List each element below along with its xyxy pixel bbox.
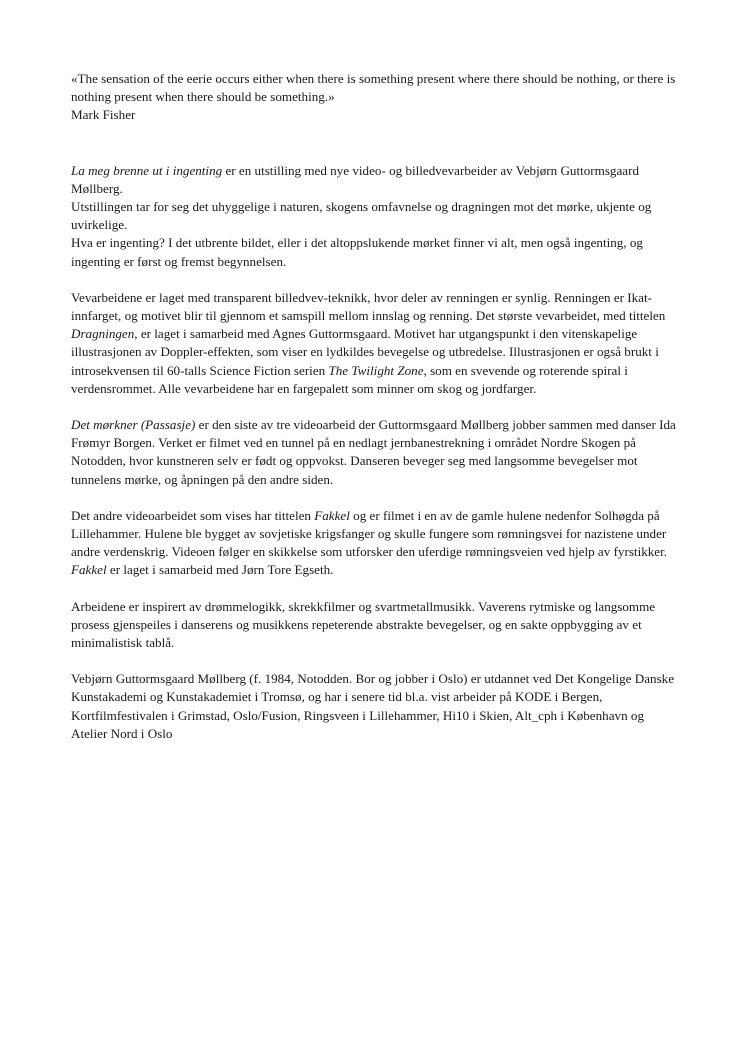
weaving-text-2: , er laget i samarbeid med Agnes Guttormsgaard. Motivet har utgangspunkt i den vitenskapelige illustrasjonen av Doppler-effekten, som viser en lydkildes bevegelse og utbredelse. Illustrasjonen er også brukt i introsekvensen til 60-talls Science Fiction serien	[71, 326, 659, 378]
inspiration-paragraph: Arbeidene er inspirert av drømmelogikk, skrekkfilmer og svartmetallmusikk. Vaverens rytmiske og langsomme prosess gjenspeiles i danserens og musikkens repeterende abstrakte bevegelser, og en sakte oppbygging av et minimalistisk tablå.	[71, 598, 656, 651]
weaving-text-3: , som en svevende og roterende spiral i verdensrommet. Alle vevarbeidene har en fargepalett som minner om skog og jordfarger.	[71, 362, 628, 396]
weaving-text-1: Vevarbeidene er laget med transparent billedvev-teknikk, hvor deler av renningen er synlig. Renningen er Ikat-innfarget, og motivet blir til gjennom et samspill mellom innslag og renning. Det største vevarbeidet, med tittelen	[71, 289, 666, 324]
series-title: The Twilight Zone	[328, 362, 424, 378]
video2-title-repeat: Fakkel	[71, 562, 107, 578]
intro-line-1-rest: er en utstilling med nye video- og billedvevarbeider av Vebjørn Guttormsgaard Møllberg.	[71, 162, 639, 196]
quote-author: Mark Fisher	[71, 107, 136, 123]
bio-paragraph: Vebjørn Guttormsgaard Møllberg (f. 1984, Notodden. Bor og jobber i Oslo) er utdannet ved Det Kongelige Danske Kunstakademi og Kunstakademiet i Tromsø, og har i senere tid bl.a. vist arbeider på KODE i Bergen, Kortfilmfestivalen i Grimstad, Oslo/Fusion, Ringsveen i Lillehammer, Hi10 i Skien, Alt_cph i København og Atelier Nord i Oslo	[71, 671, 675, 741]
weaving-paragraph	[71, 289, 681, 398]
video1-text: er den siste av tre videoarbeid der Guttormsgaard Møllberg jobber sammen med danser Ida Frømyr Borgen. Verket er filmet ved en tunnel på en nedlagt jernbanestrekning i området Nordre Skogen på Notodden, hvor kunstneren selv er født og oppvokst. Danseren beveger seg med langsomme bevegelser mot tunnelens mørke, og åpningen på den andre siden.	[71, 417, 676, 487]
video1-title: Det mørkner (Passasje)	[71, 417, 196, 433]
intro-paragraph	[71, 162, 681, 271]
video2-title: Fakkel	[314, 507, 350, 523]
epigraph	[71, 70, 681, 125]
video2-paragraph	[71, 507, 681, 580]
video2-text-3: er laget i samarbeid med Jørn Tore Egseth.	[106, 562, 334, 578]
video2-text-1: Det andre videoarbeidet som vises har tittelen	[71, 507, 315, 523]
intro-line-1	[71, 162, 681, 198]
document-body	[71, 70, 681, 761]
exhibition-title: La meg brenne ut i ingenting	[71, 162, 223, 178]
intro-line-3: Hva er ingenting? I det utbrente bildet, eller i det altoppslukende mørket finner vi alt, men også ingenting, og ingenting er først og fremst begynnelsen.	[71, 235, 643, 269]
video2-text-2: og er filmet i en av de gamle hulene nedenfor Solhøgda på Lillehammer. Hulene ble bygget av sovjetiske krigsfanger og skulle fungere som rømningsvei for nazistene under andre verdenskrig. Videoen følger en skikkelse som utforsker den uferdige rømningsveien ved hjelp av fyrstikker.	[71, 507, 668, 560]
intro-line-2: Utstillingen tar for seg det uhyggelige i naturen, skogens omfavnelse og dragningen mot det mørke, ukjente og uvirkelige.	[71, 199, 652, 233]
weaving-work-title: Dragningen	[71, 326, 135, 342]
video1-paragraph	[71, 416, 681, 489]
quote-text: «The sensation of the eerie occurs either when there is something present where there should be nothing, or there is nothing present when there should be something.»	[71, 71, 676, 105]
